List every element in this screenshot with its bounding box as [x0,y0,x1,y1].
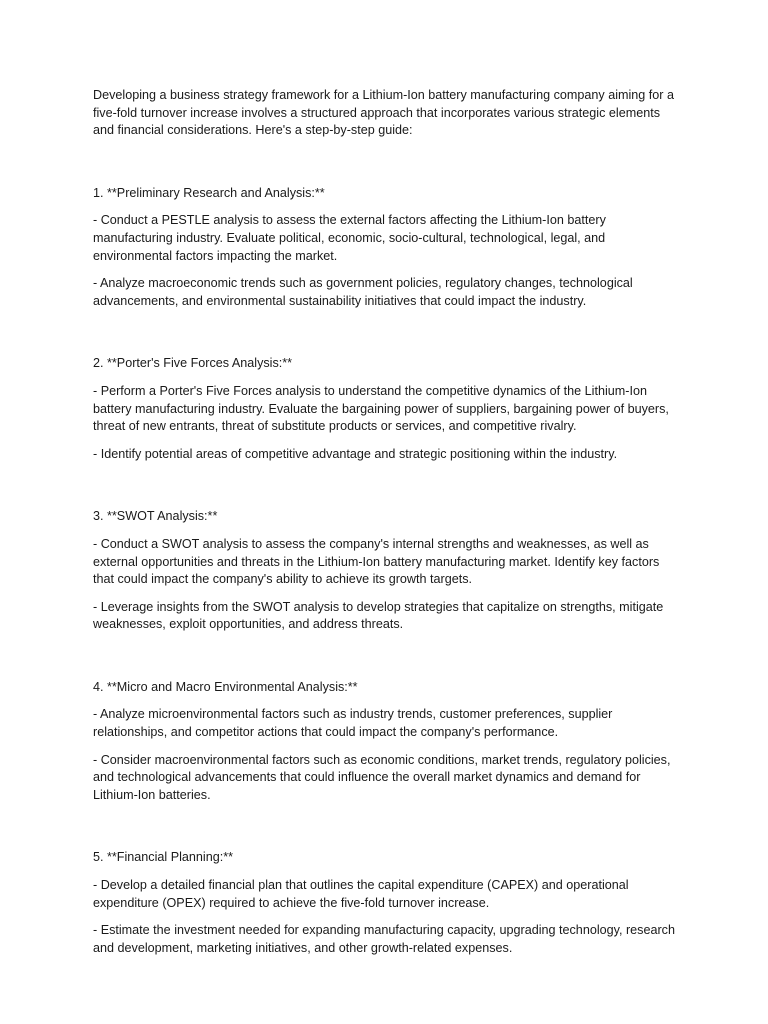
section-heading: 3. **SWOT Analysis:** [93,509,218,524]
section-heading: 4. **Micro and Macro Environmental Analysis:** [93,679,358,694]
section-heading: 2. **Porter's Five Forces Analysis:** [93,356,293,371]
section-porters-five-forces [93,355,679,463]
bullet-paragraph: - Estimate the investment needed for expanding manufacturing capacity, upgrading technology, research and development, marketing initiatives, and other growth-related expenses. [93,923,675,955]
section-preliminary-research [93,185,679,311]
bullet-paragraph: - Perform a Porter's Five Forces analysis to understand the competitive dynamics of the Lithium-Ion battery manufacturing industry. Evaluate the bargaining power of suppliers, bargaining power of buyers, threat of new entrants, threat of substitute products or services, and competitive rivalry. [93,383,669,434]
section-heading: 5. **Financial Planning:** [93,850,234,865]
section-environmental-analysis [93,679,679,805]
bullet-paragraph: - Analyze microenvironmental factors such as industry trends, customer preferences, supplier relationships, and competitor actions that could impact the company's performance. [93,707,613,740]
bullet-paragraph: - Analyze macroeconomic trends such as government policies, regulatory changes, technological advancements, and environmental sustainability initiatives that could impact the industry. [93,276,633,308]
bullet-paragraph: - Conduct a SWOT analysis to assess the company's internal strengths and weaknesses, as well as external opportunities and threats in the Lithium-Ion battery manufacturing market. Identify key factors that could impact the company's ability to achieve its growth targets. [93,536,660,587]
bullet-paragraph: - Conduct a PESTLE analysis to assess the external factors affecting the Lithium-Ion battery manufacturing industry. Evaluate political, economic, socio-cultural, technological, legal, and environmental factors impacting the market. [93,213,606,263]
section-swot-analysis [93,508,679,634]
bullet-paragraph: - Develop a detailed financial plan that outlines the capital expenditure (CAPEX) and operational expenditure (OPEX) required to achieve the five-fold turnover increase. [93,878,629,910]
bullet-paragraph: - Consider macroenvironmental factors such as economic conditions, market trends, regulatory policies, and technological advancements that could influence the overall market dynamics and demand for Lithium-Ion batteries. [93,752,671,802]
section-heading: 1. **Preliminary Research and Analysis:** [93,185,325,200]
intro-paragraph: Developing a business strategy framework for a Lithium-Ion battery manufacturing company aiming for a five-fold turnover increase involves a structured approach that incorporates various strategic elements and financial considerations. Here's a step-by-step guide: [93,88,674,138]
section-financial-planning [93,849,679,957]
bullet-paragraph: - Leverage insights from the SWOT analysis to develop strategies that capitalize on strengths, mitigate weaknesses, exploit opportunities, and address threats. [93,599,664,632]
bullet-paragraph: - Identify potential areas of competitive advantage and strategic positioning within the industry. [93,446,618,461]
document-body [93,87,679,1002]
